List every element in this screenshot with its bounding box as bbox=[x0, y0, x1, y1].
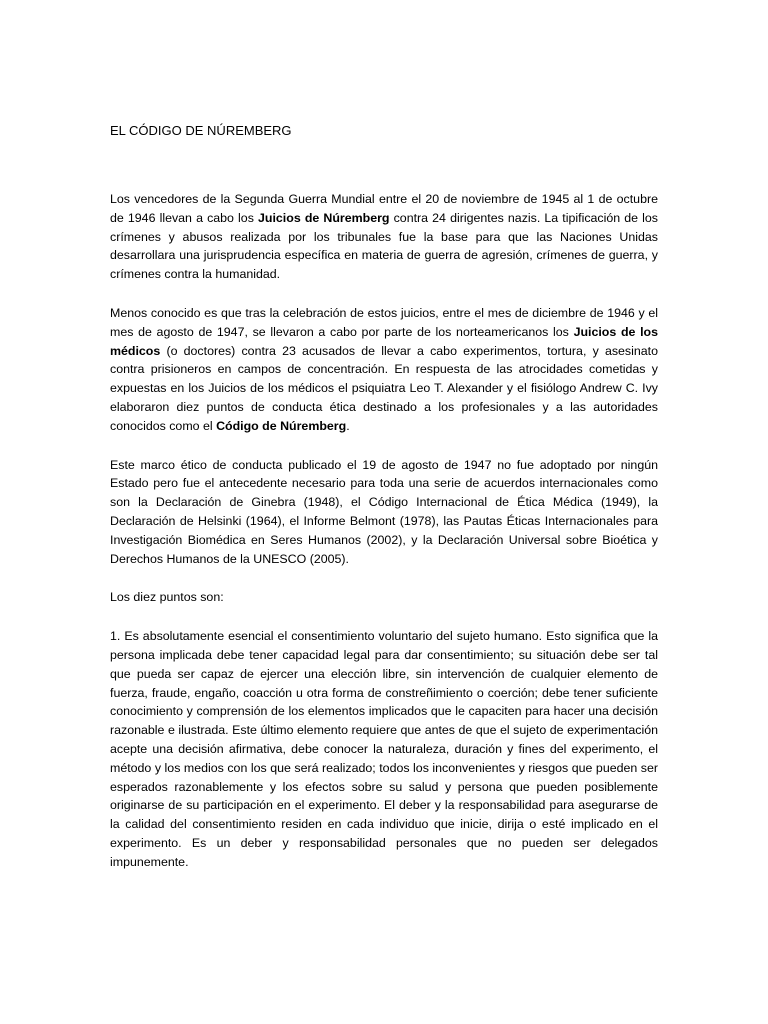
document-title: EL CÓDIGO DE NÚREMBERG bbox=[110, 123, 292, 138]
paragraph-2-text-d: . bbox=[346, 418, 350, 433]
paragraph-2-bold-juicios-medicos: Juicios de los médicos bbox=[110, 324, 658, 358]
paragraph-1-text-c: contra 24 dirigentes nazis. La tipificación de los crímenes y abusos realizada por los tribunales fue la base para que las Naciones Unidas desarrollara una jurisprudencia específica en materia de guerra de agresión, crímenes de guerra, y crímenes contra la humanidad. bbox=[110, 210, 658, 282]
paragraph-1-text-a: Los vencedores de la Segunda Guerra Mundial entre el 20 de noviembre de 1945 al 1 de octubre de 1946 llevan a cabo los bbox=[110, 192, 658, 225]
paragraph-2-bold-codigo-nuremberg: Código de Núremberg bbox=[216, 418, 347, 433]
paragraph-3: Este marco ético de conducta publicado el 19 de agosto de 1947 no fue adoptado por ningún Estado pero fue el antecedente necesario para toda una serie de acuerdos internacionales como son la Declaración de Ginebra (1948), el Código Internacional de Ética Médica (1949), la Declaración de Helsinki (1964), el Informe Belmont (1978), las Pautas Éticas Internacionales para Investigación Biomédica en Seres Humanos (2002), y la Declaración Universal sobre Bioética y Derechos Humanos de la UNESCO (2005). bbox=[110, 457, 658, 566]
paragraph-2-text-a: Menos conocido es que tras la celebración de estos juicios, entre el mes de diciembre de 1946 y el mes de agosto de 1947, se llevaron a cabo por parte de los norteamericanos los bbox=[110, 305, 658, 339]
paragraph-4: Los diez puntos son: bbox=[110, 590, 224, 605]
paragraph-2-text-c: (o doctores) contra 23 acusados de llevar a cabo experimentos, tortura, y asesinato contra prisioneros en campos de concentración. En respuesta de las atrocidades cometidas y expuestas en los Juicios de los médicos el psiquiatra Leo T. Alexander y el fisiólogo Andrew C. Ivy elaboraron diez puntos de conducta ética destinado a los profesionales y a las autoridades conocidos como el bbox=[110, 343, 658, 433]
paragraph-1 bbox=[110, 190, 658, 284]
paragraph-2 bbox=[110, 304, 658, 436]
document-body bbox=[110, 122, 658, 872]
paragraph-1-bold-juicios-nuremberg: Juicios de Núremberg bbox=[258, 210, 390, 225]
paragraph-5-point-1: 1. Es absolutamente esencial el consentimiento voluntario del sujeto humano. Esto significa que la persona implicada debe tener capacidad legal para dar consentimiento; su situación debe ser tal que pueda ser capaz de ejercer una elección libre, sin intervención de cualquier elemento de fuerza, fraude, engaño, coacción u otra forma de constreñimiento o coerción; debe tener suficiente conocimiento y comprensión de los elementos implicados que le capaciten para hacer una decisión razonable e ilustrada. Este último elemento requiere que antes de que el sujeto de experimentación acepte una decisión afirmativa, debe conocer la naturaleza, duración y fines del experimento, el método y los medios con los que será realizado; todos los inconvenientes y riesgos que pueden ser esperados razonablemente y los efectos sobre su salud y persona que pueden posiblemente originarse de su participación en el experimento. El deber y la responsabilidad para asegurarse de la calidad del consentimiento residen en cada individuo que inicie, dirija o esté implicado en el experimento. Es un deber y responsabilidad personales que no pueden ser delegados impunemente. bbox=[110, 629, 658, 869]
